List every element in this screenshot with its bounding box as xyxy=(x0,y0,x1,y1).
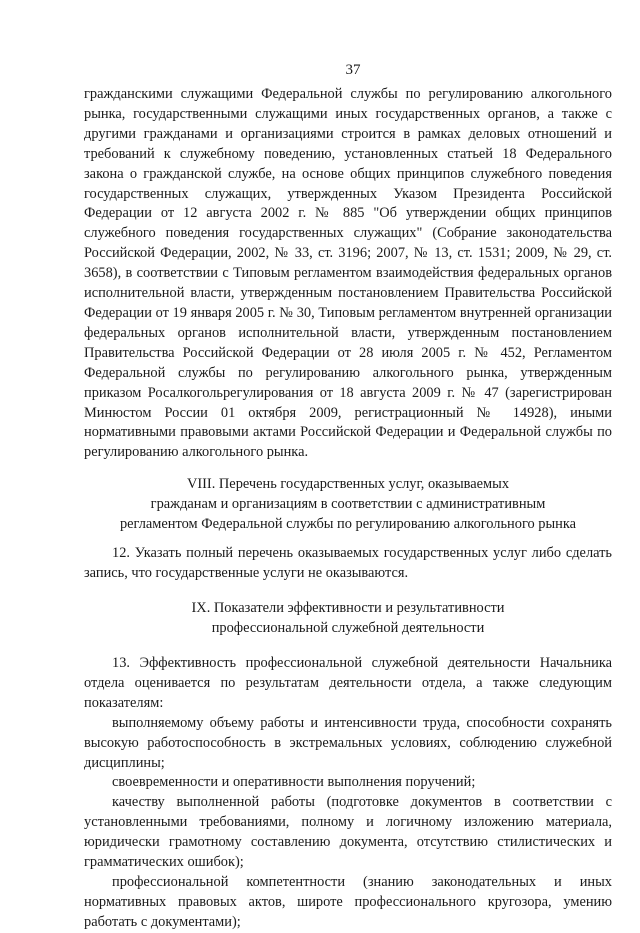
indicator-item: своевременности и оперативности выполнения поручений; xyxy=(112,774,476,791)
paragraph-12: 12. Указать полный перечень оказываемых государственных услуг либо сделать запись, что государственные услуги не оказываются. xyxy=(84,545,612,582)
indicator-item: профессиональной компетентности (знанию законодательных и иных нормативных правовых актов, широте профессионального кругозора, умению работать с документами); xyxy=(84,874,612,930)
section-8-heading-line-3: регламентом Федеральной службы по регулированию алкогольного рынка xyxy=(119,516,577,533)
section-9-heading-line-1: IX. Показатели эффективности и результативности xyxy=(191,600,505,617)
paragraph-13: 13. Эффективность профессиональной служебной деятельности Начальника отдела оценивается по результатам деятельности отдела, а также следующим показателям: xyxy=(84,655,612,711)
section-8-heading-line-2: гражданам и организациям в соответствии с административным xyxy=(150,496,546,513)
section-8-heading xyxy=(84,474,612,534)
intro-paragraph: гражданскими служащими Федеральной службы по регулированию алкогольного рынка, государственными служащими иных государственных органов, а также с другими гражданами и организациями строится в рамках деловых отношений и требований к служебному поведению, установленных статьей 18 Федерального закона о гражданской службе, на основе общих принципов служебного поведения государственных служащих, утвержденных Указом Президента Российской Федерации от 12 августа 2002 г. № 885 "Об утверждении общих принципов служебного поведения государственных служащих" (Собрание законодательства Российской Федерации, 2002, № 33, ст. 3196; 2007, № 13, ст. 1531; 2009, № 29, ст. 3658), в соответствии с Типовым регламентом взаимодействия федеральных органов исполнительной власти, утвержденным постановлением Правительства Российской Федерации от 19 января 2005 г. № 30, Типовым регламентом внутренней организации федеральных органов исполнительной власти, утвержденным постановлением Правительства Российской Федерации от 28 июля 2005 г. № 452, Регламентом Федеральной службы по регулированию алкогольного рынка, утвержденным приказом Росалкогольрегулирования от 18 августа 2009 г. № 47 (зарегистрирован Минюстом России 01 октября 2009, регистрационный № 14928), иными нормативными правовыми актами Российской Федерации и Федеральной службы по регулированию алкогольного рынка. xyxy=(84,86,612,461)
indicator-item: выполняемому объему работы и интенсивности труда, способности сохранять высокую работоспособность в экстремальных условиях, соблюдению служебной дисциплины; xyxy=(84,714,612,771)
section-9-heading xyxy=(84,598,612,638)
page-number: 37 xyxy=(345,62,361,78)
section-8-heading-line-1: VIII. Перечень государственных услуг, оказываемых xyxy=(186,476,510,493)
indicator-item: качеству выполненной работы (подготовке документов в соответствии с установленными требованиями, полному и логичному изложению материала, юридически грамотному составлению документа, отсутствию стилистических и грамматических ошибок); xyxy=(84,794,612,871)
section-9-heading-line-2: профессиональной служебной деятельности xyxy=(211,620,485,637)
